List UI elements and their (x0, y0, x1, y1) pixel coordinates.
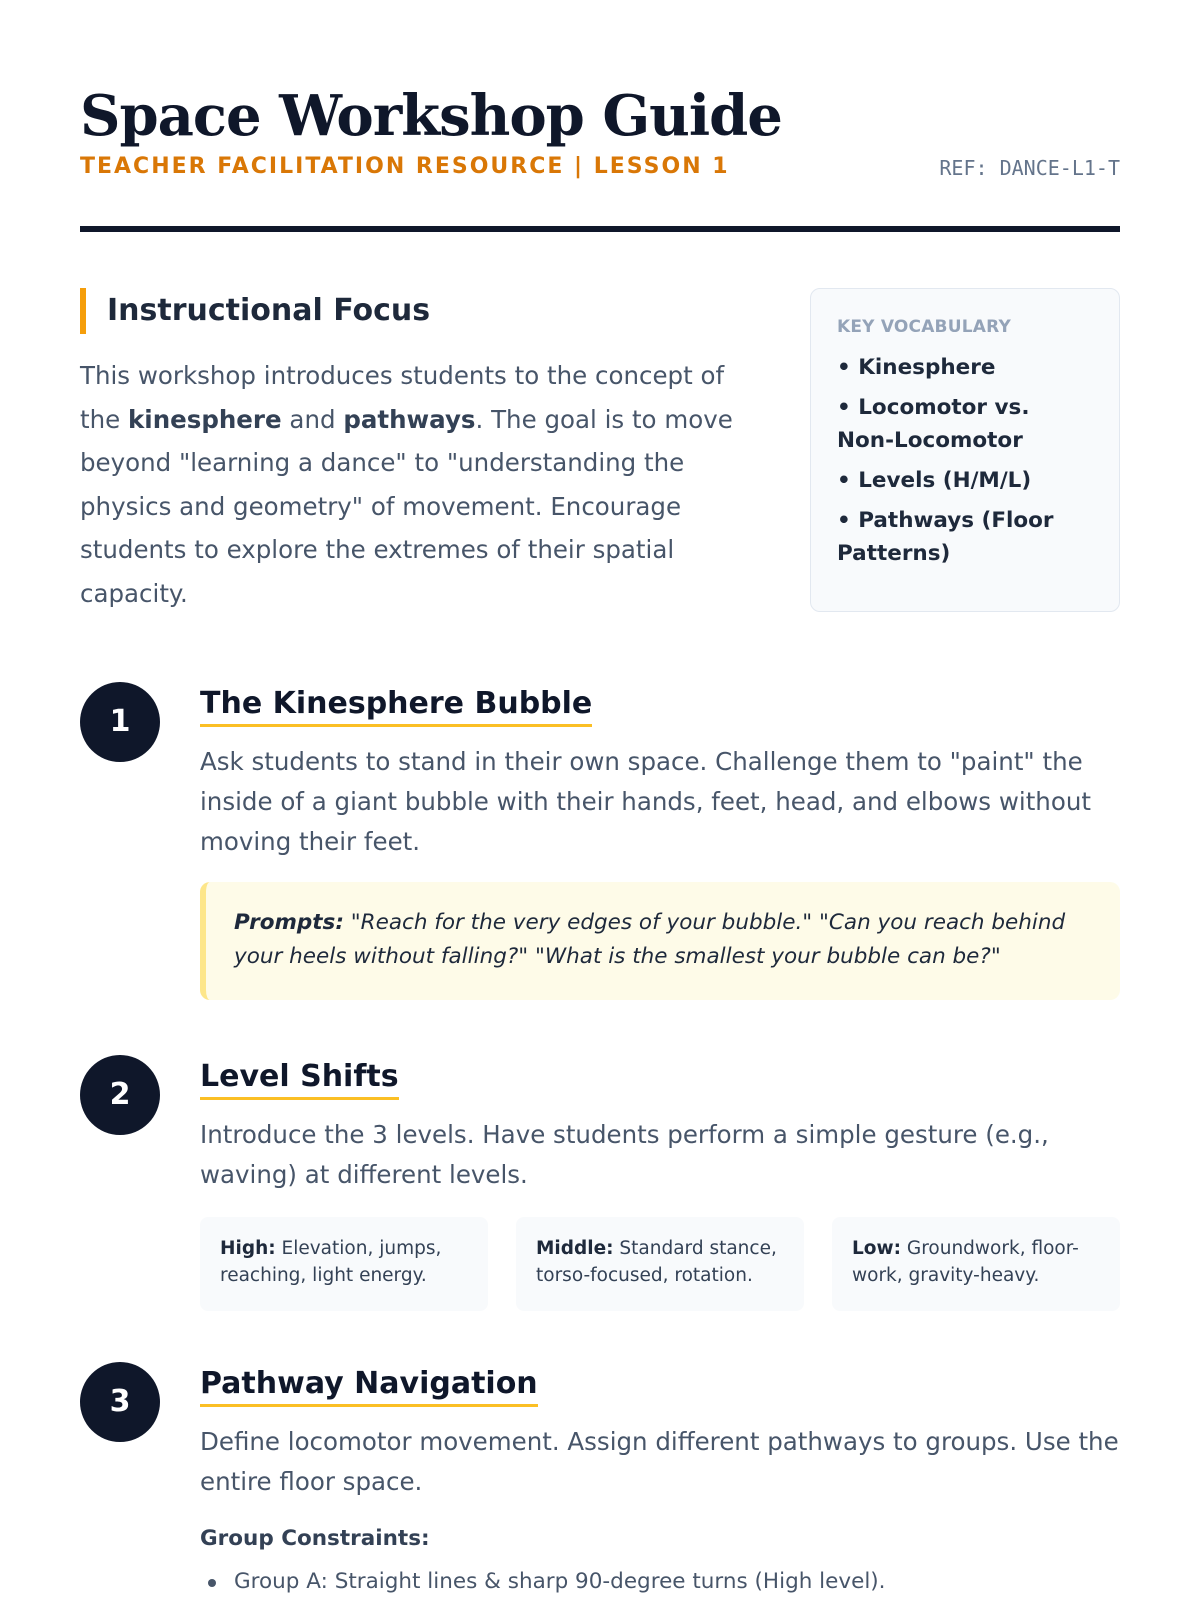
step-description: Define locomotor movement. Assign different pathways to groups. Use the entire floor space. (200, 1427, 1119, 1496)
step-title: Pathway Navigation (200, 1364, 538, 1407)
vocabulary-item: • Levels (H/M/L) (837, 468, 1032, 493)
level-card-low (832, 1217, 1120, 1311)
level-label: Middle: (536, 1238, 614, 1259)
level-cards (200, 1217, 1120, 1311)
focus-paragraph (80, 354, 760, 615)
prompts-label: Prompts: (234, 910, 344, 935)
key-vocabulary-box (810, 288, 1120, 612)
level-card-middle (516, 1217, 804, 1311)
level-card-high (200, 1217, 488, 1311)
group-constraints-label: Group Constraints: (200, 1526, 430, 1551)
vocabulary-item: • Locomotor vs. Non-Locomotor (837, 395, 1030, 453)
vocabulary-item: • Pathways (Floor Patterns) (837, 508, 1054, 566)
step-description: Introduce the 3 levels. Have students perform a simple gesture (e.g., waving) at different levels. (200, 1120, 1049, 1189)
term-kinesphere: kinesphere (128, 404, 282, 434)
reference-code: REF: DANCE-L1-T (939, 156, 1120, 180)
header-divider (80, 226, 1120, 232)
focus-text-end: . The goal is to move beyond "learning a dance" to "understanding the physics and geometry" of movement. Encourage students to explore the extremes of their spatial capacity. (80, 404, 733, 608)
step-description: Ask students to stand in their own space. Challenge them to "paint" the inside of a giant bubble with their hands, feet, head, and elbows without moving their feet. (200, 747, 1091, 856)
step-number-badge: 3 (80, 1362, 160, 1442)
group-constraints-list (200, 1562, 886, 1600)
page-subtitle: TEACHER FACILITATION RESOURCE | LESSON 1 (80, 154, 730, 179)
term-pathways: pathways (343, 404, 476, 434)
prompts-text: "Reach for the very edges of your bubble." "Can you reach behind your heels without falling?" "What is the smallest your bubble can be?" (234, 910, 1066, 969)
step-title: The Kinesphere Bubble (200, 684, 592, 727)
level-text: Standard stance, torso-focused, rotation. (536, 1238, 777, 1286)
vocabulary-item: • Kinesphere (837, 355, 996, 380)
level-label: High: (220, 1238, 276, 1259)
page-title: Space Workshop Guide (80, 83, 782, 149)
prompts-callout (200, 882, 1120, 1000)
level-text: Groundwork, floor-work, gravity-heavy. (852, 1238, 1079, 1286)
step-number-badge: 1 (80, 682, 160, 762)
focus-heading: Instructional Focus (107, 293, 431, 328)
step-title: Level Shifts (200, 1057, 399, 1100)
step-number-badge: 2 (80, 1055, 160, 1135)
vocabulary-list (837, 351, 1093, 570)
vocabulary-label: KEY VOCABULARY (837, 317, 1011, 337)
level-label: Low: (852, 1238, 901, 1259)
focus-text-start: This workshop introduces students to the concept of the (80, 361, 725, 434)
focus-text-mid: and (281, 404, 344, 434)
document-page (80, 0, 1120, 1600)
focus-accent-bar (80, 288, 86, 334)
level-text: Elevation, jumps, reaching, light energy. (220, 1238, 442, 1286)
constraint-item: Group A: Straight lines & sharp 90-degree turns (High level). (200, 1562, 886, 1600)
